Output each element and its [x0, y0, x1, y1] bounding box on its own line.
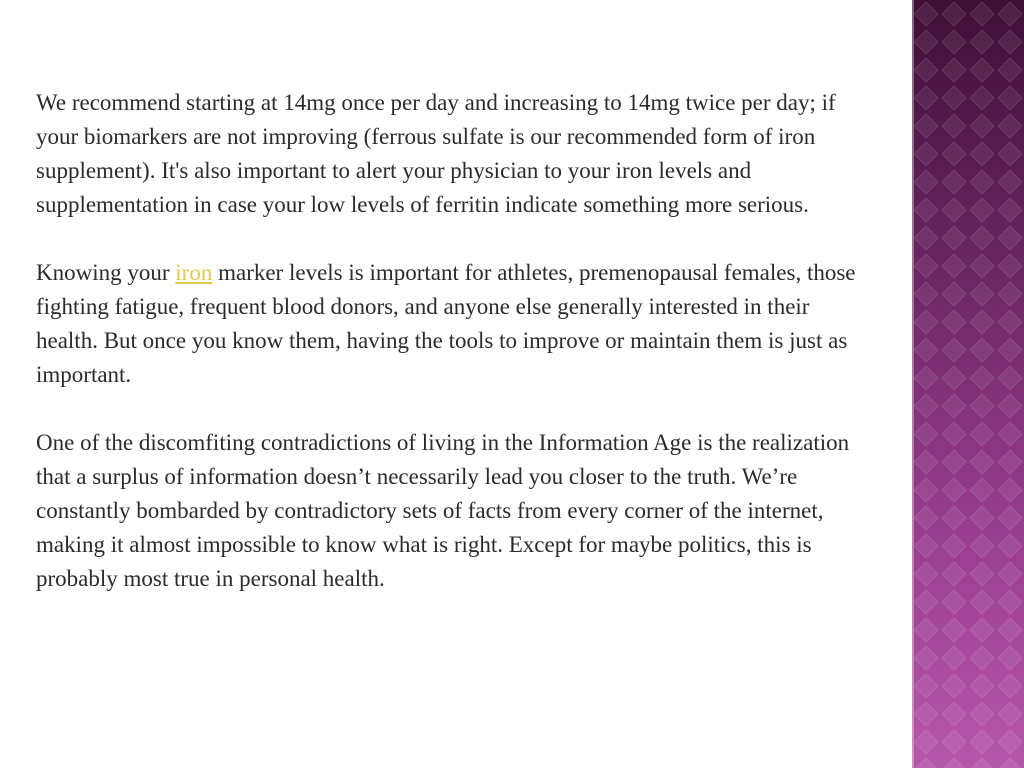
slide-body [36, 86, 866, 630]
iron-link[interactable]: iron [175, 260, 213, 285]
paragraph-iron-markers-rest: marker levels is important for athletes, premenopausal females, those fighting fatigue, frequent blood donors, and anyone else generally interested in their health. But once you know them, having the tools to improve or maintain them is just as important. [36, 260, 856, 387]
paragraph-iron-markers [36, 256, 866, 392]
paragraph-information-age: One of the discomfiting contradictions of living in the Information Age is the realization that a surplus of information doesn’t necessarily lead you closer to the truth. We’re constantly bombarded by contradictory sets of facts from every corner of the internet, making it almost impossible to know what is right. Except for maybe politics, this is probably most true in personal health. [36, 430, 850, 591]
paragraph-iron-markers-lead: Knowing your [36, 260, 176, 285]
diamond-pattern [912, 0, 1024, 768]
paragraph-iron-dosage: We recommend starting at 14mg once per day and increasing to 14mg twice per day; if your biomarkers are not improving (ferrous sulfate is our recommended form of iron supplement). It's also important to alert your physician to your iron levels and supplementation in case your low levels of ferritin indicate something more serious. [36, 90, 836, 217]
sidebar-edge [912, 0, 914, 768]
decorative-sidebar [912, 0, 1024, 768]
